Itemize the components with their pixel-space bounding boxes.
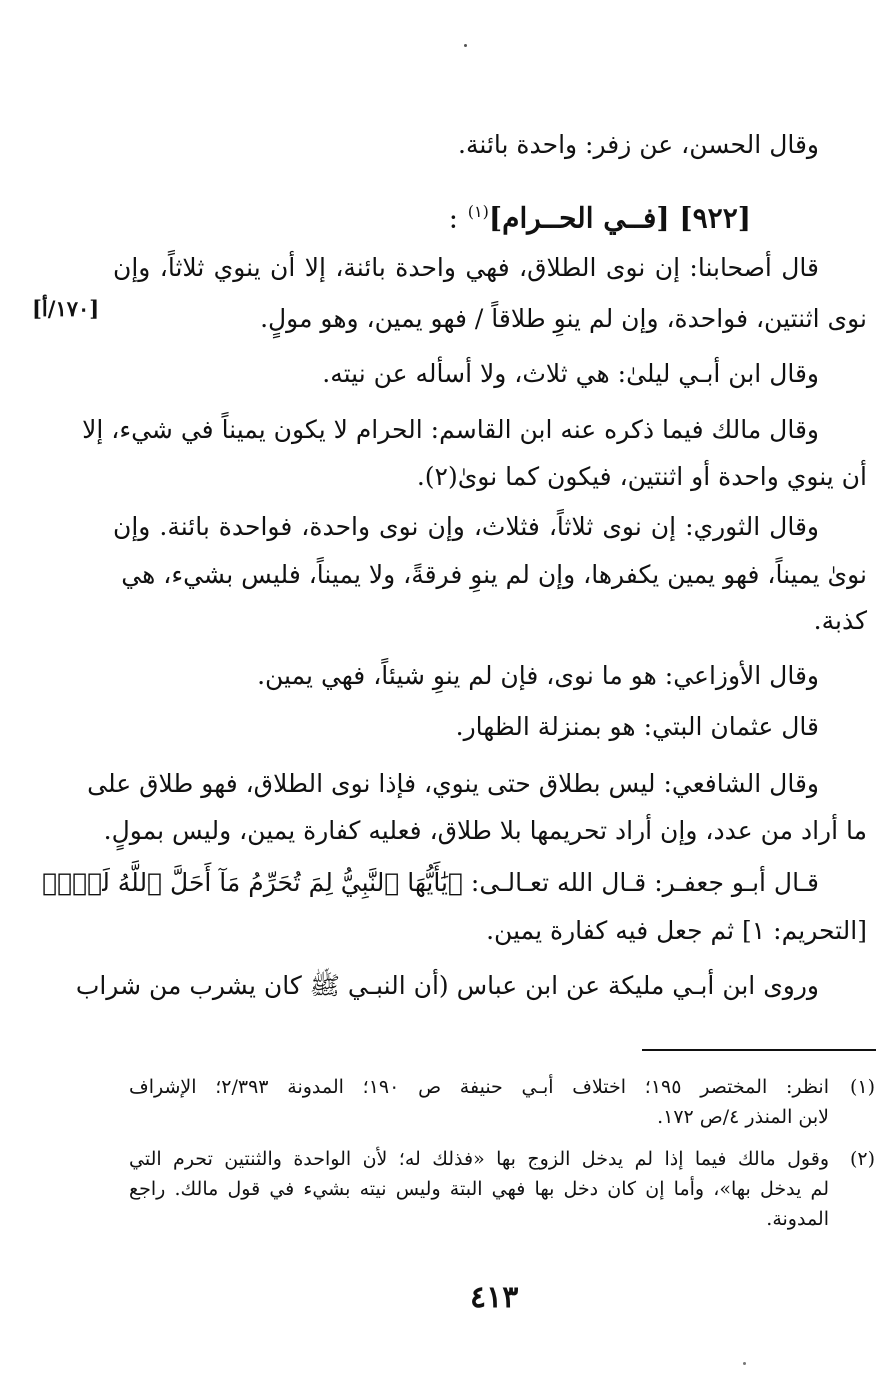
text-line: وقال الأوزاعي: هو ما نوى، فإن لم ينوِ شيئاً، فهي يمين. bbox=[257, 661, 819, 690]
footnote-ref: (١) bbox=[467, 202, 489, 221]
margin-folio-reference: [١٧٠/أ] bbox=[32, 296, 100, 321]
footnote-line: لم يدخل بها»، وأما إن كان دخل بها فهي البتة وليس نيته بشيء في قول مالك. راجع bbox=[129, 1178, 829, 1200]
text-line: وروى ابن أبـي مليكة عن ابن عباس (أن النبـي ﷺ كان يشرب من شراب bbox=[75, 971, 819, 1000]
text-line: كذبة. bbox=[813, 606, 867, 635]
text-line: وقال الثوري: إن نوى ثلاثاً، فثلاث، وإن نوى واحدة، فواحدة بائنة. وإن bbox=[113, 512, 819, 541]
text-line: قال أصحابنا: إن نوى الطلاق، فهي واحدة بائنة، إلا أن ينوي ثلاثاً، وإن bbox=[113, 253, 819, 282]
text-line: قـال أبـو جعفـر: قـال الله تعـالـى: ﴿يَٰأَيُّهَا ٱلنَّبِيُّ لِمَ تُحَرِّمُ مَآ أَحَلَّ ٱللَّهُ لَكَۖ﴾ bbox=[42, 868, 819, 897]
footnote-line: وقول مالك فيما إذا لم يدخل الزوج بها «فذلك له؛ لأن الواحدة والثنتين تحرم التي bbox=[129, 1148, 829, 1170]
page-dot-mark bbox=[743, 1362, 746, 1365]
text-line: قال عثمان البتي: هو بمنزلة الظهار. bbox=[455, 712, 819, 741]
text-line: وقال الشافعي: ليس بطلاق حتى ينوي، فإذا نوى الطلاق، فهو طلاق على bbox=[87, 769, 819, 798]
footnote-number: (٢) bbox=[849, 1148, 875, 1170]
heading-colon: : bbox=[448, 201, 459, 235]
section-heading bbox=[449, 192, 751, 238]
text-line: [التحريم: ١] ثم جعل فيه كفارة يمين. bbox=[486, 916, 867, 945]
footnote-number: (١) bbox=[849, 1076, 875, 1098]
text-line: وقال ابن أبـي ليلىٰ: هي ثلاث، ولا أسأله عن نيته. bbox=[322, 359, 819, 388]
text-line: نوىٰ يميناً، فهو يمين يكفرها، وإن لم ينوِ فرقةً، ولا يميناً، فليس بشيء، هي bbox=[121, 560, 867, 589]
page-dot-mark bbox=[464, 44, 467, 47]
text-line: أن ينوي واحدة أو اثنتين، فيكون كما نوىٰ(٢). bbox=[416, 462, 867, 491]
footnote-line: المدونة. bbox=[766, 1208, 829, 1230]
footnote-separator bbox=[642, 1049, 876, 1051]
text-line: وقال الحسن، عن زفر: واحدة بائنة. bbox=[458, 130, 819, 159]
text-line: نوى اثنتين، فواحدة، وإن لم ينوِ طلاقاً / فهو يمين، وهو مولٍ. bbox=[260, 304, 867, 333]
text-line: ما أراد من عدد، وإن أراد تحريمها بلا طلاق، فعليه كفارة يمين، وليس بمولٍ. bbox=[103, 816, 867, 845]
section-number: [٩٢٢] bbox=[679, 201, 751, 235]
section-title: [فــي الحــرام] bbox=[488, 201, 670, 235]
footnote-line: انظر: المختصر ١٩٥؛ اختلاف أبـي حنيفة ص ١٩٠؛ المدونة ٢/٣٩٣؛ الإشراف bbox=[129, 1076, 829, 1098]
text-line: وقال مالك فيما ذكره عنه ابن القاسم: الحرام لا يكون يميناً في شيء، إلا bbox=[82, 415, 819, 444]
page-number: ٤١٣ bbox=[470, 1280, 519, 1315]
footnote-line: لابن المنذر ٤/ص ١٧٢. bbox=[657, 1106, 829, 1128]
